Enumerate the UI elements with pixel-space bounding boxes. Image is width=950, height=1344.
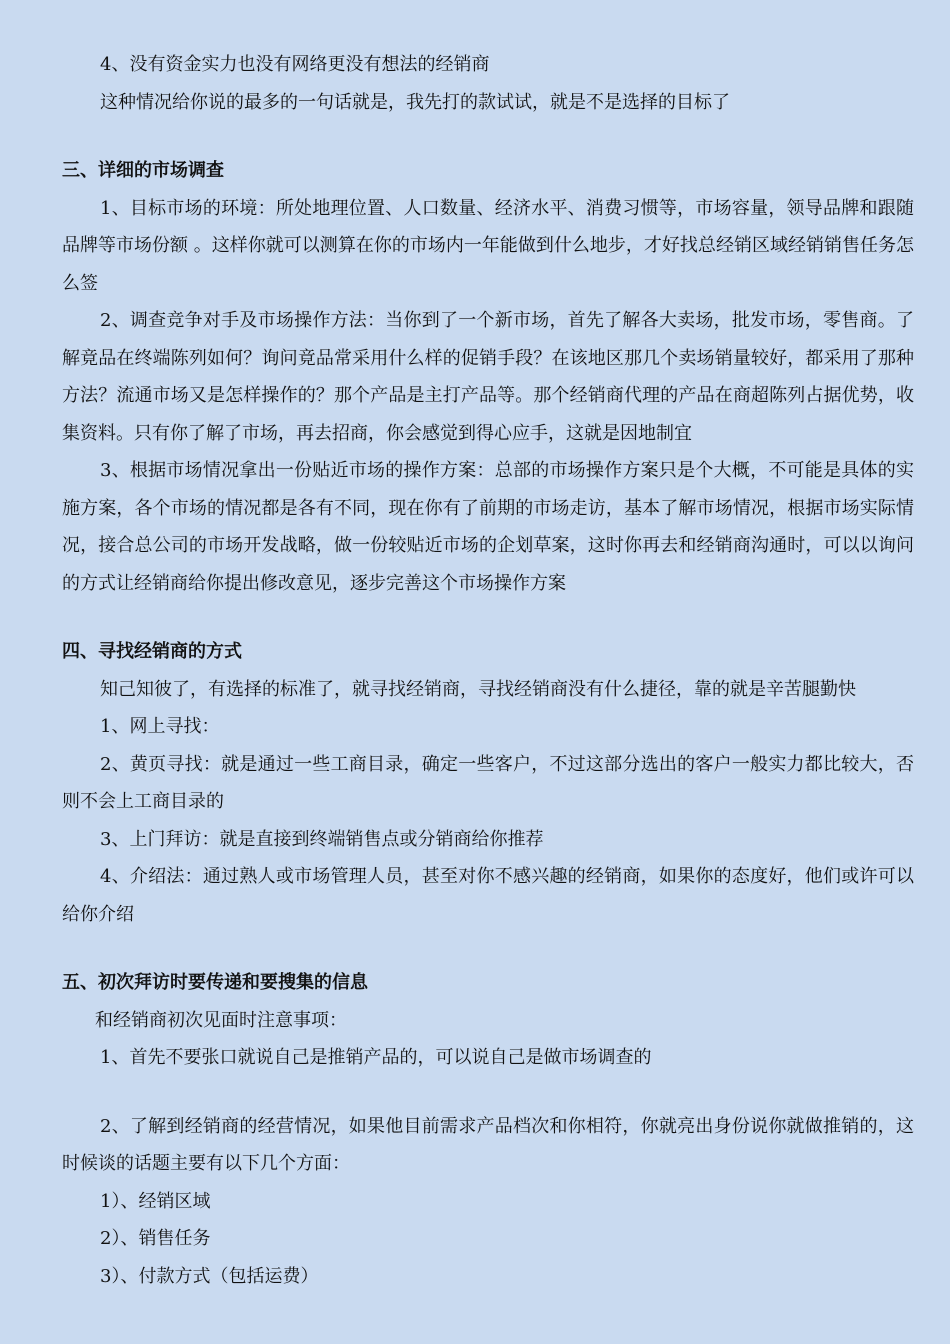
- section-3-item-1: 1、目标市场的环境：所处地理位置、人口数量、经济水平、消费习惯等，市场容量，领导品牌和跟随品牌等市场份额 。这样你就可以测算在你的市场内一年能做到什么地步，才好找总经销区域经销销售任务怎么签: [62, 197, 914, 294]
- dealer-type-4: 4、没有资金实力也没有网络更没有想法的经销商: [100, 54, 490, 75]
- section-4-item-3: 3、上门拜访：就是直接到终端销售点或分销商给你推荐: [100, 828, 544, 850]
- section-4-item-2: 2、黄页寻找：就是通过一些工商目录，确定一些客户，不过这部分选出的客户一般实力都比较大，否则不会上工商目录的: [62, 753, 914, 812]
- section-4-item-1: 1、网上寻找：: [100, 716, 220, 737]
- section-4-item-4: 4、介绍法：通过熟人或市场管理人员，甚至对你不感兴趣的经销商，如果你的态度好，他们或许可以给你介绍: [62, 866, 914, 925]
- blank-line: [62, 1077, 914, 1108]
- section-5-heading: 五、初次拜访时要传递和要搜集的信息: [62, 972, 368, 993]
- dealer-type-4-note: 这种情况给你说的最多的一句话就是，我先打的款试试，就是不是选择的目标了: [100, 91, 730, 113]
- section-5-intro: 和经销商初次见面时注意事项：: [95, 1009, 347, 1031]
- section-5-subitem-3: 3）、付款方式（包括运费）: [100, 1265, 319, 1287]
- section-5-subitem-2: 2）、销售任务: [100, 1228, 211, 1249]
- section-5-item-2: 2、了解到经销商的经营情况，如果他目前需求产品档次和你相符，你就亮出身份说你就做推销的，这时候谈的话题主要有以下几个方面：: [62, 1115, 914, 1174]
- section-4-heading: 四、寻找经销商的方式: [62, 641, 242, 662]
- section-5-item-1: 1、首先不要张口就说自己是推销产品的，可以说自己是做市场调查的: [100, 1047, 652, 1068]
- section-5-subitem-1: 1）、经销区域: [100, 1190, 211, 1212]
- section-3-heading: 三、详细的市场调查: [62, 160, 224, 181]
- section-3-item-2: 2、调查竞争对手及市场操作方法：当你到了一个新市场，首先了解各大卖场，批发市场，零售商。了解竟品在终端陈列如何？询问竟品常采用什么样的促销手段？在该地区那几个卖场销量较好，都采用了那种方法？流通市场又是怎样操作的？那个产品是主打产品等。那个经销商代理的产品在商超陈列占据优势，收集资料。只有你了解了市场，再去招商，你会感觉到得心应手，这就是因地制宜: [62, 310, 914, 444]
- section-3-item-3: 3、根据市场情况拿出一份贴近市场的操作方案：总部的市场操作方案只是个大概，不可能是具体的实施方案，各个市场的情况都是各有不同，现在你有了前期的市场走访，基本了解市场情况，根据市场实际情况，接合总公司的市场开发战略，做一份较贴近市场的企划草案，这时你再去和经销商沟通时，可以以询问的方式让经销商给你提出修改意见，逐步完善这个市场操作方案: [62, 460, 914, 594]
- section-4-intro: 知己知彼了，有选择的标准了，就寻找经销商，寻找经销商没有什么捷径，靠的就是辛苦腿勤快: [100, 678, 856, 700]
